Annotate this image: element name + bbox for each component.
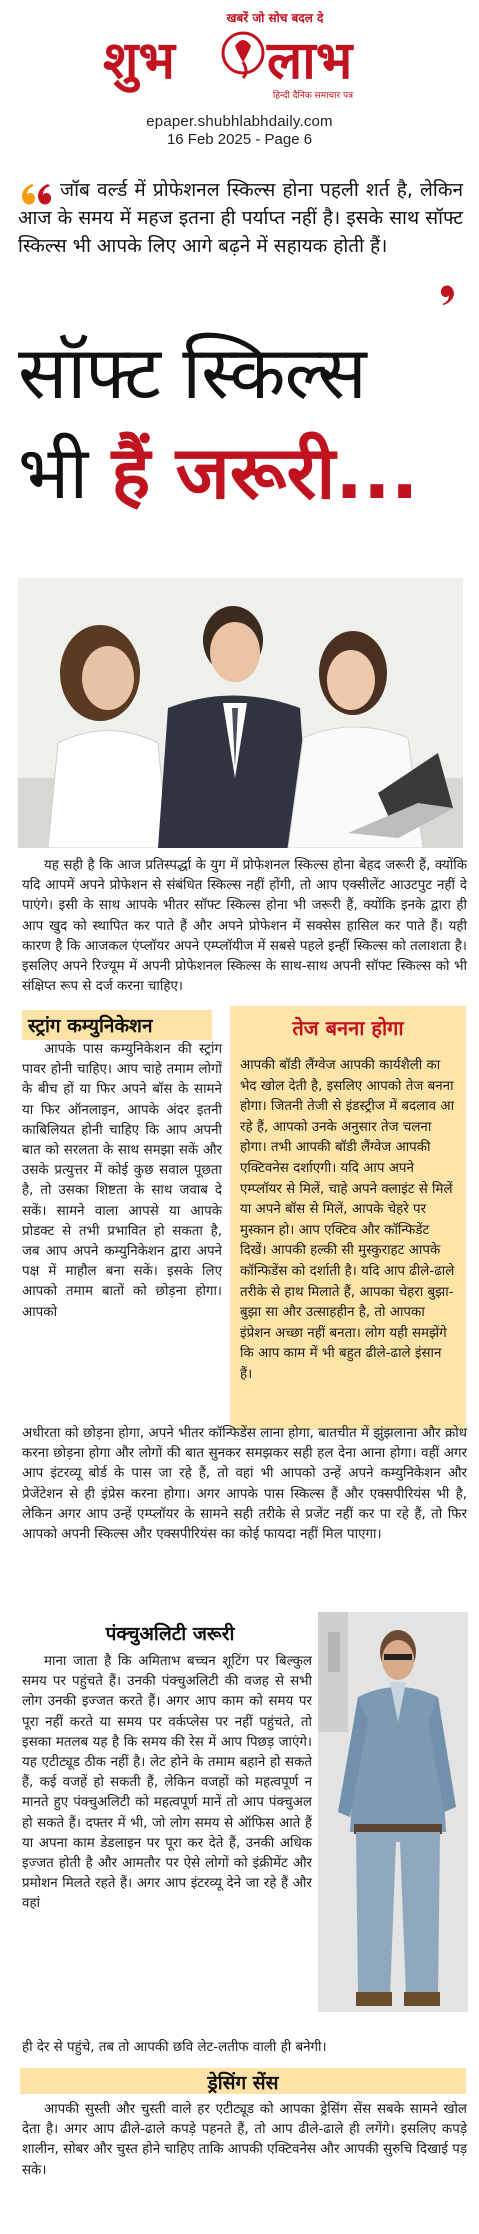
sidebox-text bbox=[240, 1056, 456, 1386]
sidebox-title: तेज बनना होगा bbox=[292, 1016, 404, 1040]
article-lead bbox=[22, 856, 467, 997]
epaper-info bbox=[0, 113, 479, 148]
lead-text: यह सही है कि आज प्रतिस्पर्द्धा के युग में प्रोफेशनल स्किल्स होना बेहद जरूरी हैं, क्योंकि यदि आपमें अपने प्रोफेशन से संबंधित स्किल्स नहीं होंगी, तो आप एक्सीलेंट आउटपुट नहीं दे पाएंगे। इसी के साथ आपके भीतर सॉफ्ट स्किल्स होना भी जरूरी हैं, क्योंकि इनके द्वारा ही आप खुद को स्थापित कर पाते हैं और अपने प्रोफेशन में सक्सेस हासिल कर पाते हैं। यही कारण है कि आजकल एंप्लॉयर अपने एम्प्लॉयीज में सबसे पहले इन्हीं स्किल्स को तलाशता है। इसलिए अपने रिज्यूम में अपनी प्रोफेशनल स्किल्स के साथ-साथ अपनी सॉफ्ट स्किल्स को भी संक्षिप्त रूप से दर्ज करना चाहिए। bbox=[22, 858, 467, 995]
dressing-sense-paragraph: आपकी सुस्ती और चुस्ती वाले हर एटीट्यूड को आपका ड्रेसिंग सेंस सबके सामने खोल देता है। अगर आप ढीले-ढाले कपड़े पहनते हैं, तो आप ढीले-ढाले ही लगेंगे। इसलिए कपड़े शालीन, सोबर और चुस्त होने चाहिए ताकि आपकी एक्टिवनेस और आपकी सुरुचि दिखाई पड़ सके। bbox=[22, 2102, 467, 2178]
punctuality-paragraph: माना जाता है कि अमिताभ बच्चन शूटिंग पर बिल्कुल समय पर पहुंचते हैं। उनकी पंक्चुअलिटी की वजह से सभी लोग उनकी इज्जत करते हैं। अगर आप काम को समय पर पूरा नहीं करते या समय पर वर्कप्लेस पर नहीं पहुंचते, तो इसका मतलब यह है कि समय की रेस में आप पिछड़ जाएंगे। यह एटीट्यूड ठीक नहीं है। लेट होने के तमाम बहाने हो सकते हैं, कई वजहें हो सकती हैं, लेकिन वजहों को महत्वपूर्ण न मानते हुए पंक्चुअलिटी को महत्वपूर्ण मानें तो आप पंक्चुअल हो सकते हैं। दफ्तर में भी, जो लोग समय से ऑफिस आते हैं या अपना काम डेडलाइन पर पूरा कर देते हैं, उनकी अधिक इज्जत होती है और आमतौर पर ऐसे लोगों को इंक्रीमेंट और प्रमोशन मिलते रहते हैं। अगर आप इंटरव्यू देने जा रहे हैं और वहां bbox=[22, 1654, 312, 1912]
logo-subtitle: हिन्दी दैनिक समाचार पत्र bbox=[272, 91, 354, 101]
intro-text: जॉब वर्ल्ड में प्रोफेशनल स्किल्स होना पहली शर्त है, लेकिन आज के समय में महज इतना ही पर्याप्त नहीं है। इसके साथ सॉफ्ट स्किल्स भी आपके लिए आगे बढ़ने में सहायक होती हैं। bbox=[18, 179, 463, 257]
logo-word-right: लाभ bbox=[267, 31, 353, 91]
punctuality-continued-paragraph: ही देर से पहुंचे, तब तो आपकी छवि लेट-लतीफ वाली ही बनेगी। bbox=[22, 2040, 327, 2055]
headline-highlight: हैं जरूरी... bbox=[111, 431, 419, 516]
sidebox-be-quick bbox=[230, 1006, 466, 1430]
article-headline bbox=[18, 326, 468, 522]
office-team-photo bbox=[18, 578, 463, 848]
article-intro bbox=[18, 176, 463, 260]
strong-communication-continued-paragraph: अधीरता को छोड़ना होगा, अपने भीतर कॉन्फिडेंस लाना होगा, बातचीत में झुंझलाना और क्रोध करना छोड़ना होगा और लोगों की बात सुनकर समझकर सही हल देना आना होगा। वहीं अगर आप इंटरव्यू बोर्ड के पास जा रहे हैं, तो वहां भी आपको उन्हें अपने कम्युनिकेशन और प्रेजेंटेशन से ही इंप्रेस करना होगा। अगर आपके पास स्किल्स हैं और एक्सपीरियंस भी है, लेकिन अगर आप उन्हें एम्प्लॉयर के सामने सही तरीके से प्रजेंट नहीं कर पा रहे हैं, तो फिर आपको अपनी स्किल्स और एक्सपीरियंस का कोई फायदा नहीं मिल पाएगा। bbox=[22, 1426, 467, 1543]
punctuality-continued bbox=[22, 2038, 467, 2058]
headline-word-bhi: भी bbox=[18, 431, 89, 516]
ganesha-icon bbox=[223, 33, 263, 78]
epaper-date-page: 16 Feb 2025 - Page 6 bbox=[166, 131, 313, 148]
sidebox-paragraph: आपकी बॉडी लैंग्वेज आपकी कार्यशैली का भेद खोल देती है, इसलिए आपको तेज बनना होगा। जितनी तेजी से इंडस्ट्रीज में बदलाव आ रहे हैं, आपको उनके अनुसार तेज चलना होगा। तभी आपकी बॉडी लैंग्वेज आपकी एक्टिवनेस दर्शाएगी। यदि आप अपने एम्प्लॉयर से मिलें, चाहे अपने क्लाइंट से मिलें या अपने बॉस से मिलें, आपके चेहरे पर मुस्कान हो। आप एक्टिव और कॉन्फिडेंट दिखें। आपकी हल्की सी मुस्कुराहट आपके कॉन्फिडेंस को दर्शाती है। यदि आप ढीले-ढाले तरीके से हाथ मिलाते हैं, आपका चेहरा बुझा-बुझा सा और उत्साहहीन है, तो आपका इंप्रेशन अच्छा नहीं बनता। लोग यही समझेंगे कि आप काम में भी बहुत ढीले-ढाले इंसान हैं। bbox=[240, 1058, 455, 1382]
dressing-sense-text bbox=[22, 2100, 467, 2181]
subheading-punctuality: पंक्चुअलिटी जरूरी bbox=[105, 1623, 235, 1645]
strong-communication-text bbox=[22, 1040, 222, 1323]
quote-close-icon bbox=[438, 283, 464, 313]
epaper-url[interactable]: epaper.shubhlabhdaily.com bbox=[146, 113, 333, 130]
headline-line-2 bbox=[18, 426, 468, 522]
subheading-dressing-sense: ड्रेसिंग सेंस bbox=[207, 2072, 279, 2094]
strong-communication-paragraph: आपके पास कम्युनिकेशन की स्ट्रांग पावर होनी चाहिए। आप चाहे तमाम लोगों के बीच हों या फिर अपने बॉस के सामने या फिर ऑनलाइन, आपके अंदर इतनी काबिलियत होनी चाहिए कि आप अपनी बात को सरलता के साथ समझा सकें और उसके प्रत्युत्तर में कोई कुछ सवाल पूछता है, तो उसका शिष्टता के साथ जवाब दे सकें। सामने वाला आपसे या आपके प्रोडक्ट से तभी प्रभावित हो सकता है, जब आप अपने कम्युनिकेशन द्वारा अपने पक्ष में माहौल बना सकें। इसके लिए आपको तमाम बातों को छोड़ना होगा। आपको bbox=[22, 1042, 222, 1320]
logo-tagline: खबरें जो सोच बदल दे bbox=[226, 11, 324, 25]
masthead bbox=[0, 0, 479, 115]
punctuality-text bbox=[22, 1652, 312, 1915]
headline-line-1: सॉफ्ट स्किल्स bbox=[18, 331, 366, 416]
newspaper-logo bbox=[95, 8, 385, 113]
strong-communication-continued bbox=[22, 1424, 467, 1545]
logo-word-left: शुभ bbox=[103, 31, 175, 91]
man-in-denim-photo bbox=[318, 1612, 468, 2012]
subheading-strong-communication: स्ट्रांग कम्युनिकेशन bbox=[22, 1010, 212, 1040]
